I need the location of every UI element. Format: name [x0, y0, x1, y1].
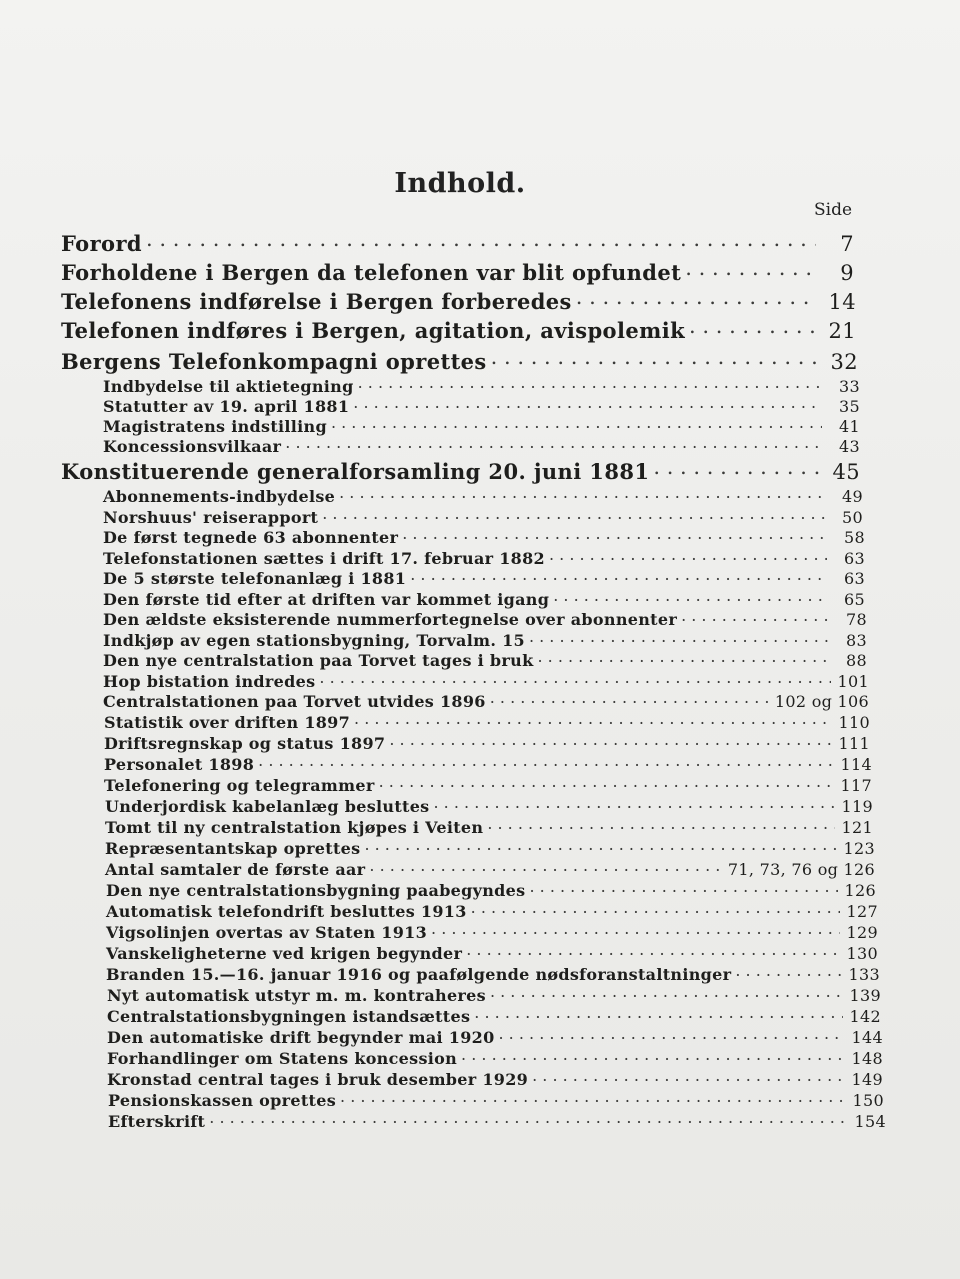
dot-leader [331, 416, 822, 432]
toc-entry-page: 63 [844, 569, 865, 588]
toc-entry-page: 21 [828, 319, 856, 343]
toc-entry [107, 985, 881, 1005]
toc-entry [103, 609, 867, 629]
toc-entry-page: 49 [842, 487, 863, 506]
toc-entry [107, 1048, 883, 1068]
toc-entry [61, 348, 858, 374]
toc-entry [103, 589, 865, 609]
toc-entry-page: 129 [846, 923, 878, 942]
toc-entry-label: Koncessionsvilkaar [103, 437, 282, 456]
dot-leader [474, 1006, 843, 1022]
toc-entry-label: De 5 største telefonanlæg i 1881 [103, 569, 407, 588]
dot-leader [549, 548, 827, 564]
toc-entry-label: Bergens Telefonkompagni oprettes [61, 349, 487, 374]
dot-leader [389, 733, 832, 749]
toc-entry-label: Indbydelse til aktietegning [103, 377, 354, 396]
toc-entry-page: 7 [840, 232, 854, 256]
toc-entry [106, 901, 878, 921]
toc-entry-label: Branden 15.—16. januar 1916 og paafølgende nødsforanstaltninger [106, 965, 732, 984]
toc-entry-label: Forholdene i Bergen da telefonen var blit opfundet [61, 260, 682, 285]
toc-entry-page: 83 [846, 631, 867, 650]
toc-entry-page: 43 [839, 437, 860, 456]
dot-leader [353, 396, 822, 412]
toc-entry-label: Personalet 1898 [104, 755, 255, 774]
toc-entry-page: 127 [846, 902, 878, 921]
toc-entry-label: Vanskeligheterne ved krigen begynder [106, 944, 463, 963]
toc-entry [103, 507, 863, 527]
toc-entry-label: Kronstad central tages i bruk desember 1929 [107, 1070, 529, 1089]
toc-entry [61, 317, 856, 343]
toc-entry [103, 376, 860, 396]
toc-entry [103, 527, 865, 547]
page-column-label: Side [814, 200, 853, 220]
toc-entry-page: 148 [851, 1049, 883, 1068]
dot-leader [576, 288, 818, 309]
dot-leader [146, 230, 816, 251]
toc-entry [108, 1090, 884, 1110]
toc-entry-page: 102 og 106 [774, 692, 869, 711]
toc-entry-page: 45 [832, 460, 860, 484]
toc-entry [107, 1069, 883, 1089]
toc-entry-page: 58 [844, 528, 865, 547]
toc-entry [61, 288, 856, 314]
toc-entry-page: 65 [844, 590, 865, 609]
dot-leader [364, 838, 837, 854]
toc-entry-label: Telefonen indføres i Bergen, agitation, avispolemik [61, 318, 686, 343]
toc-entry-page: 35 [839, 397, 860, 416]
toc-entry-label: De først tegnede 63 abonnenter [103, 528, 399, 547]
toc-entry-page: 123 [843, 839, 875, 858]
toc-entry [104, 775, 872, 795]
toc-entry [106, 943, 878, 963]
toc-entry-label: Repræsentantskap oprettes [105, 839, 361, 858]
toc-entry-label: Statutter av 19. april 1881 [103, 397, 350, 416]
toc-entry-label: Magistratens indstilling [103, 417, 327, 436]
toc-entry-label: Telefonens indførelse i Bergen forberedes [61, 289, 572, 314]
toc-entry-label: Den nye centralstationsbygning paabegyndes [106, 881, 526, 900]
toc-entry-label: Telefonering og telegrammer [104, 776, 375, 795]
toc-entry [103, 568, 865, 588]
toc-entry [61, 230, 854, 256]
toc-entry [104, 733, 870, 753]
dot-leader [499, 1027, 846, 1043]
dot-leader [491, 348, 820, 369]
toc-entry-label: Abonnements-indbydelse [103, 487, 336, 506]
toc-entry-page: 139 [849, 986, 881, 1005]
toc-entry-label: Centralstationsbygningen istandsættes [107, 1007, 471, 1026]
toc-entry-label: Antal samtaler de første aar [105, 860, 366, 879]
toc-entry-page: 117 [840, 776, 872, 795]
toc-entry-label: Statistik over driften 1897 [104, 713, 351, 732]
toc-entry [103, 396, 860, 416]
toc-entry [103, 630, 867, 650]
toc-entry-page: 41 [839, 417, 860, 436]
toc-entry [103, 548, 865, 568]
dot-leader [461, 1048, 845, 1064]
dot-leader [490, 985, 843, 1001]
toc-entry-page: 119 [841, 797, 873, 816]
toc-entry-page: 133 [848, 965, 880, 984]
toc-entry-page: 88 [846, 651, 867, 670]
toc-entry [105, 838, 875, 858]
dot-leader [529, 880, 838, 896]
toc-entry [108, 1111, 886, 1131]
toc-entry [106, 964, 880, 984]
toc-entry [107, 1027, 883, 1047]
dot-leader [379, 775, 834, 791]
toc-entry-label: Automatisk telefondrift besluttes 1913 [106, 902, 467, 921]
toc-entry-label: Efterskrift [108, 1112, 206, 1131]
dot-leader [471, 901, 840, 917]
dot-leader [689, 317, 818, 338]
dot-leader [490, 691, 771, 707]
toc-entry-label: Telefonstationen sættes i drift 17. februar 1882 [103, 549, 545, 568]
toc-entry-label: Norshuus' reiserapport [103, 508, 319, 527]
dot-leader [653, 458, 822, 479]
toc-entry [106, 922, 878, 942]
toc-entry-page: 14 [828, 290, 856, 314]
dot-leader [340, 1090, 846, 1106]
toc-entry [107, 1006, 881, 1026]
toc-entry-page: 130 [846, 944, 878, 963]
toc-entry [103, 650, 867, 670]
toc-entry [61, 259, 854, 285]
dot-leader [685, 259, 816, 280]
dot-leader [209, 1111, 848, 1127]
dot-leader [319, 671, 831, 687]
dot-leader [681, 609, 829, 625]
toc-entry-label: Driftsregnskap og status 1897 [104, 734, 386, 753]
page-title: Indhold. [394, 168, 526, 199]
toc-entry [103, 691, 869, 711]
toc-entry [105, 859, 875, 879]
dot-leader [285, 436, 822, 452]
toc-entry-page: 9 [840, 261, 854, 285]
toc-entry [61, 458, 860, 484]
dot-leader [735, 964, 842, 980]
dot-leader [532, 1069, 845, 1085]
dot-leader [466, 943, 840, 959]
toc-entry-label: Nyt automatisk utstyr m. m. kontraheres [107, 986, 486, 1005]
dot-leader [339, 486, 825, 502]
toc-entry-label: Tomt til ny centralstation kjøpes i Veiten [105, 818, 484, 837]
toc-entry-page: 121 [841, 818, 873, 837]
dot-leader [258, 754, 834, 770]
toc-entry-page: 63 [844, 549, 865, 568]
toc-entry-label: Vigsolinjen overtas av Staten 1913 [106, 923, 428, 942]
toc-entry-label: Hop bistation indredes [103, 672, 316, 691]
toc-entry [103, 486, 863, 506]
toc-entry [103, 416, 860, 436]
toc-entry [105, 817, 873, 837]
dot-leader [529, 630, 829, 646]
toc-entry-page: 50 [842, 508, 863, 527]
toc-entry-label: Konstituerende generalforsamling 20. juni 1881 [61, 459, 650, 484]
toc-entry-page: 144 [851, 1028, 883, 1047]
dot-leader [553, 589, 827, 605]
toc-entry-page: 32 [830, 350, 858, 374]
toc-entry-page: 150 [852, 1091, 884, 1110]
toc-entry-page: 71, 73, 76 og 126 [727, 860, 875, 879]
dot-leader [358, 376, 822, 392]
dot-leader [410, 568, 827, 584]
toc-entry-label: Den første tid efter at driften var kommet igang [103, 590, 550, 609]
dot-leader [487, 817, 835, 833]
dot-leader [354, 712, 832, 728]
toc-entry-label: Indkjøp av egen stationsbygning, Torvalm. 15 [103, 631, 525, 650]
toc-entry [106, 880, 876, 900]
dot-leader [537, 650, 829, 666]
toc-entry-label: Den automatiske drift begynder mai 1920 [107, 1028, 495, 1047]
toc-entry-page: 111 [838, 734, 870, 753]
toc-entry-page: 78 [846, 610, 867, 629]
toc-entry-label: Den nye centralstation paa Torvet tages i bruk [103, 651, 534, 670]
toc-entry-label: Centralstationen paa Torvet utvides 1896 [103, 692, 486, 711]
dot-leader [369, 859, 723, 875]
toc-entry-page: 33 [839, 377, 860, 396]
toc-entry-page: 154 [854, 1112, 886, 1131]
toc-entry [103, 436, 860, 456]
dot-leader [402, 527, 827, 543]
toc-entry-label: Pensionskassen oprettes [108, 1091, 337, 1110]
toc-entry-page: 142 [849, 1007, 881, 1026]
toc-entry-label: Underjordisk kabelanlæg besluttes [105, 797, 430, 816]
toc-entry-page: 114 [840, 755, 872, 774]
dot-leader [322, 507, 825, 523]
toc-entry [104, 754, 872, 774]
toc-entry-page: 149 [851, 1070, 883, 1089]
toc-entry-label: Forhandlinger om Statens koncession [107, 1049, 458, 1068]
toc-entry-label: Forord [61, 231, 142, 256]
toc-entry [103, 671, 869, 691]
toc-entry-page: 126 [844, 881, 876, 900]
toc-entry [105, 796, 873, 816]
dot-leader [431, 922, 840, 938]
toc-entry [104, 712, 870, 732]
toc-entry-page: 101 [837, 672, 869, 691]
toc-entry-label: Den ældste eksisterende nummerfortegnelse over abonnenter [103, 610, 678, 629]
dot-leader [434, 796, 836, 812]
toc-entry-page: 110 [838, 713, 870, 732]
